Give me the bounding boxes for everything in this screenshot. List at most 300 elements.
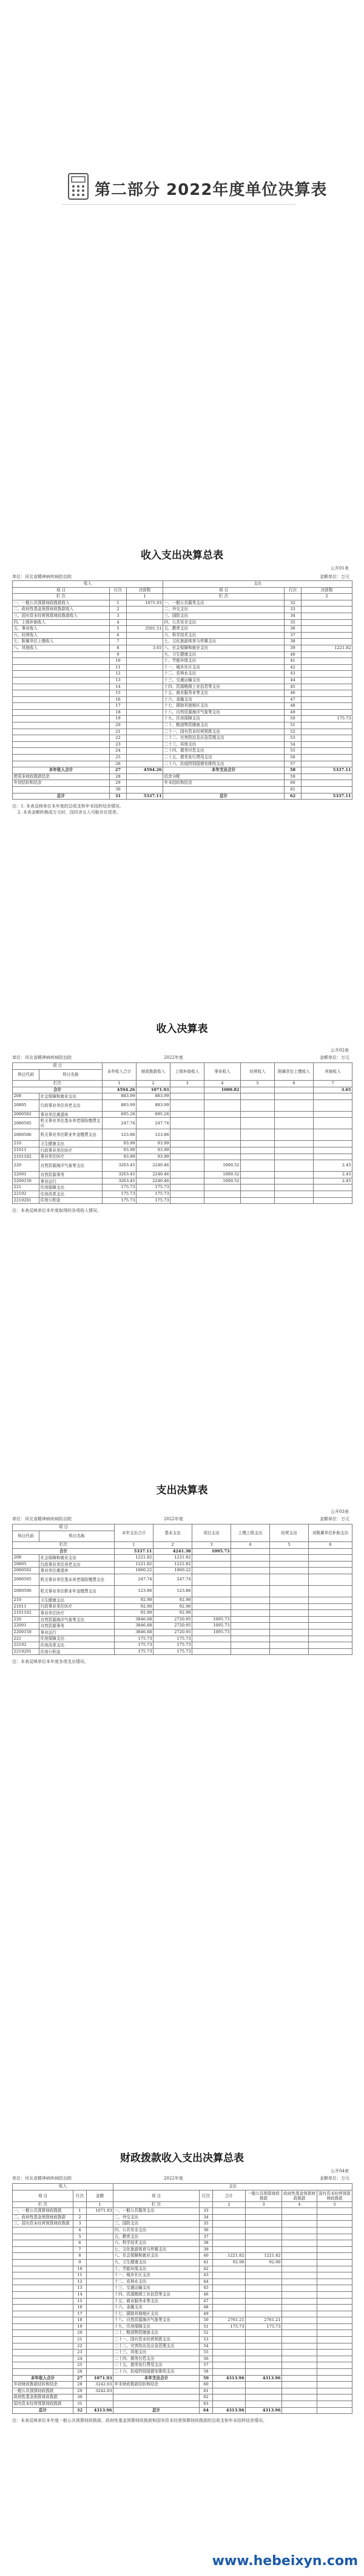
- table-cell: [282, 2240, 317, 2247]
- table-cell: 20805: [13, 1561, 39, 1568]
- table-cell: 33: [285, 607, 302, 613]
- form-code: 公开03表: [331, 1509, 349, 1514]
- table-cell: 21011: [13, 1603, 39, 1610]
- table-cell: 科目代码: [13, 1069, 39, 1080]
- table-cell: [87, 2240, 113, 2247]
- table-cell: [302, 651, 352, 658]
- table-cell: 32: [73, 2407, 87, 2414]
- table-row: [13, 2285, 352, 2292]
- table-cell: [127, 755, 163, 761]
- table-cell: [317, 2266, 352, 2272]
- table-cell: [204, 1093, 241, 1100]
- table-cell: [275, 1178, 314, 1184]
- table-cell: 175.73: [103, 1184, 136, 1191]
- table-cell: [213, 2369, 246, 2376]
- table-cell: 92.90: [115, 1603, 153, 1610]
- table-cell: 53: [285, 735, 302, 742]
- table-cell: 57: [200, 2362, 213, 2369]
- table-header-row: [13, 1542, 352, 1549]
- table-cell: [13, 2246, 73, 2253]
- table-cell: 1: [110, 600, 127, 607]
- table-cell: 1000.52: [204, 1160, 241, 1172]
- table-cell: 7: [73, 2246, 87, 2253]
- table-cell: [302, 709, 352, 716]
- table-cell: [192, 1636, 231, 1642]
- table-cell: 结余分配: [163, 773, 285, 780]
- table-cell: [282, 2394, 317, 2401]
- table-cell: [309, 1568, 352, 1574]
- report-title: 财政拨款收入支出决算总表: [120, 2152, 244, 2164]
- table-cell: 64: [200, 2407, 213, 2414]
- table-cell: 二十、粮油物资储备支出: [113, 2330, 200, 2337]
- table-cell: [13, 2305, 73, 2311]
- table-cell: [13, 671, 110, 678]
- table-row: [13, 677, 352, 684]
- table-cell: 5337.11: [302, 767, 352, 774]
- table-cell: 2720.95: [153, 1623, 192, 1630]
- table-cell: 二十六、抗疫特别国债安排的支出: [163, 761, 285, 767]
- table-cell: 42: [200, 2266, 213, 2272]
- table-cell: 八、其他收入: [13, 645, 110, 651]
- table-cell: 2.45: [314, 1172, 352, 1178]
- table-cell: 五、事业收入: [13, 626, 110, 633]
- table-cell: [282, 2337, 317, 2343]
- table-cell: [302, 619, 352, 626]
- table-cell: 4313.96: [87, 2407, 113, 2414]
- table-row: [13, 2266, 352, 2272]
- table-cell: [275, 1118, 314, 1129]
- table-cell: 行政事业单位医疗: [39, 1603, 115, 1610]
- table-cell: 5337.11: [115, 1548, 153, 1555]
- table-cell: 2210201: [13, 1648, 39, 1655]
- table-cell: 3242.03: [87, 2382, 113, 2388]
- table-cell: [246, 2246, 282, 2253]
- table-cell: 39: [285, 645, 302, 651]
- table-cell: [170, 1129, 204, 1141]
- table-cell: [275, 1154, 314, 1160]
- table-cell: [213, 2208, 246, 2215]
- table-cell: 92.90: [153, 1610, 192, 1617]
- table-row: [13, 2388, 352, 2394]
- table-cell: [127, 716, 163, 722]
- table-cell: [317, 2394, 352, 2401]
- table-cell: 二十五、债务发行费用支出: [113, 2362, 200, 2369]
- table-row: [13, 1141, 352, 1147]
- table-cell: [282, 2356, 317, 2362]
- table-cell: [231, 1616, 270, 1623]
- table-cell: [213, 2240, 246, 2247]
- table-cell: 3263.45: [103, 1160, 136, 1172]
- table-cell: 11: [110, 664, 127, 671]
- table-cell: 四、公共安全支出: [113, 2227, 200, 2234]
- table-cell: 三、国有资本经营预算财政拨款收入: [13, 613, 110, 619]
- table-cell: 6: [73, 2240, 87, 2247]
- table-cell: [231, 1574, 270, 1585]
- table-cell: 十三、交通运输支出: [163, 677, 285, 684]
- table-cell: [282, 2382, 317, 2388]
- table-cell: [170, 1093, 204, 1100]
- table-row: [13, 639, 352, 645]
- table-cell: [241, 1184, 275, 1191]
- table-cell: [13, 2285, 73, 2292]
- table-header-row: [13, 581, 352, 588]
- table-cell: [246, 2369, 282, 2376]
- table-cell: [309, 1616, 352, 1623]
- table-cell: [200, 2201, 213, 2208]
- table-cell: 24: [73, 2356, 87, 2362]
- table-cell: 1: [87, 2201, 113, 2208]
- table-cell: 2.45: [314, 1178, 352, 1184]
- table-cell: 60: [200, 2382, 213, 2388]
- table-cell: [13, 2337, 73, 2343]
- table-cell: [309, 1574, 352, 1585]
- table-cell: [246, 2350, 282, 2356]
- table-cell: 11: [73, 2272, 87, 2279]
- table-cell: 国有资本经营预算财政拨款: [13, 2401, 73, 2408]
- table-cell: [192, 1574, 231, 1585]
- table-cell: 收入: [13, 2184, 113, 2190]
- table-cell: [87, 2259, 113, 2266]
- table-row: [13, 1197, 352, 1204]
- table-cell: 3: [192, 1542, 231, 1549]
- table-total-row: [13, 1548, 352, 1555]
- calculator-icon: [68, 173, 89, 200]
- table-cell: 事业单位离退休: [39, 1568, 115, 1574]
- table-row: [13, 1610, 352, 1617]
- table-cell: [87, 2356, 113, 2362]
- section-title: 第二部分 2022年度单位决算表: [95, 181, 328, 199]
- table-cell: [192, 1648, 231, 1655]
- table-cell: [314, 1129, 352, 1141]
- table-cell: [87, 2317, 113, 2324]
- table-cell: 123.86: [153, 1585, 192, 1597]
- table-cell: [113, 2401, 200, 2408]
- table-cell: 十五、商业服务业等支出: [163, 690, 285, 697]
- money-unit: 金额单位：万元: [320, 1517, 349, 1521]
- table-cell: [170, 1184, 204, 1191]
- table-cell: [302, 684, 352, 690]
- table-cell: [231, 1597, 270, 1603]
- table-cell: 2080506: [13, 1585, 39, 1597]
- table-cell: [302, 671, 352, 678]
- table-cell: 二十二、灾害防治及应急管理支出: [113, 2343, 200, 2350]
- table-cell: 行政事业单位医疗: [39, 1147, 103, 1154]
- table-cell: 22001: [13, 1623, 39, 1630]
- table-cell: [241, 1178, 275, 1184]
- table-cell: 3846.68: [115, 1629, 153, 1636]
- table-cell: 61: [200, 2388, 213, 2394]
- table-cell: 十二、农林水支出: [163, 671, 285, 678]
- table-row: [13, 1172, 352, 1178]
- table-cell: 二十三、其他支出: [113, 2350, 200, 2356]
- table-cell: [302, 722, 352, 729]
- table-cell: [282, 2221, 317, 2228]
- table-cell: 2720.95: [153, 1616, 192, 1623]
- table-cell: [309, 1623, 352, 1630]
- table-cell: 31: [110, 793, 127, 800]
- table-cell: [282, 2298, 317, 2305]
- table-cell: [13, 2272, 73, 2279]
- table-cell: [87, 2323, 113, 2330]
- table-cell: [246, 2401, 282, 2408]
- table-cell: 四、公共安全支出: [163, 619, 285, 626]
- table-cell: 20: [73, 2330, 87, 2337]
- table-cell: 175.73: [153, 1636, 192, 1642]
- table-cell: 12: [110, 671, 127, 678]
- table-cell: 经营收入: [241, 1063, 275, 1081]
- table-cell: [241, 1118, 275, 1129]
- table-cell: 自然资源海洋气象等支出: [39, 1160, 103, 1172]
- table-cell: [317, 2305, 352, 2311]
- table-cell: 机关事业单位基本养老保险缴费支出: [39, 1574, 115, 1585]
- table-cell: [87, 2369, 113, 2376]
- table-cell: 695.26: [103, 1111, 136, 1118]
- table-cell: 13: [110, 677, 127, 684]
- table-cell: 住房改革支出: [39, 1642, 115, 1649]
- table-cell: 17: [73, 2311, 87, 2317]
- table-cell: 2761.21: [213, 2317, 246, 2324]
- table-cell: 2240.46: [136, 1172, 170, 1178]
- table-cell: [302, 761, 352, 767]
- table-cell: 行次: [285, 587, 302, 594]
- table-cell: [317, 2317, 352, 2324]
- table-cell: [192, 1568, 231, 1574]
- table-cell: [309, 1636, 352, 1642]
- table-header-row: [13, 2201, 352, 2208]
- table-cell: 50: [285, 716, 302, 722]
- table-cell: [192, 1561, 231, 1568]
- table-cell: [270, 1597, 309, 1603]
- table-cell: [282, 2401, 317, 2408]
- table-cell: 2: [110, 607, 127, 613]
- table-cell: 3: [170, 1081, 204, 1087]
- table-cell: [127, 741, 163, 748]
- table-cell: [241, 1087, 275, 1093]
- table-cell: 53: [200, 2337, 213, 2343]
- table-cell: 1: [115, 1542, 153, 1549]
- table-cell: 175.73: [153, 1648, 192, 1655]
- report-note: 注：1. 本表反映单位本年度的总收支和年末结转结余情况。 2. 本表金额转换成万元时，因四舍五入可能存在尾差。: [12, 804, 124, 815]
- table-cell: 项 目: [13, 587, 110, 594]
- table-cell: [314, 1118, 352, 1129]
- table-cell: 208: [13, 1093, 39, 1100]
- table-cell: 47: [285, 696, 302, 703]
- table-cell: [246, 2272, 282, 2279]
- table-cell: 附属单位上缴收入: [275, 1063, 314, 1081]
- table-cell: [246, 2298, 282, 2305]
- table-cell: 19: [73, 2323, 87, 2330]
- table-cell: [87, 2279, 113, 2285]
- table-cell: 22001: [13, 1172, 39, 1178]
- table-cell: 十九、住房保障支出: [113, 2323, 200, 2330]
- table-cell: [13, 2240, 73, 2247]
- table-row: [13, 1616, 352, 1623]
- table-cell: 6: [110, 632, 127, 639]
- table-cell: 十五、商业服务业等支出: [113, 2298, 200, 2305]
- table-row: [13, 1574, 352, 1585]
- table-cell: [282, 2246, 317, 2253]
- table-cell: [213, 2227, 246, 2234]
- table-cell: [241, 1129, 275, 1141]
- table-cell: 1221.82: [115, 1561, 153, 1568]
- table-cell: 62: [285, 793, 302, 800]
- table-cell: [127, 696, 163, 703]
- table-cell: 220: [13, 1160, 39, 1172]
- table-cell: [231, 1555, 270, 1562]
- table-cell: 4313.96: [246, 2375, 282, 2382]
- table-cell: 住房保障支出: [39, 1184, 103, 1191]
- table-cell: [246, 2279, 282, 2285]
- table-cell: [317, 2246, 352, 2253]
- table-cell: 二、政府性基金预算财政拨款: [13, 2214, 73, 2221]
- table-cell: [246, 2382, 282, 2388]
- table-cell: 十、节能环保支出: [163, 658, 285, 665]
- table-cell: 二十一、国有资本经营预算支出: [113, 2337, 200, 2343]
- table-cell: [314, 1197, 352, 1204]
- table-cell: 92.90: [115, 1610, 153, 1617]
- table-cell: 1060.22: [115, 1568, 153, 1574]
- table-header-row: [13, 2190, 352, 2201]
- table-cell: [204, 1129, 241, 1141]
- table-row: [13, 741, 352, 748]
- table-row: [13, 1568, 352, 1574]
- table-cell: 12: [73, 2279, 87, 2285]
- table-cell: 45: [285, 684, 302, 690]
- table-cell: 175.73: [136, 1191, 170, 1197]
- table-cell: 55: [200, 2350, 213, 2356]
- table-cell: 上缴上级支出: [231, 1524, 270, 1542]
- table-cell: [13, 2253, 73, 2260]
- table-cell: 2240.46: [136, 1178, 170, 1184]
- table-cell: [127, 729, 163, 735]
- table-cell: [270, 1574, 309, 1585]
- table-cell: [270, 1548, 309, 1555]
- table-cell: 十四、资源勘探工业信息等支出: [113, 2291, 200, 2298]
- table-cell: 2240.46: [136, 1160, 170, 1172]
- table-cell: [204, 1191, 241, 1197]
- table-cell: [127, 787, 163, 794]
- table-row: [13, 2317, 352, 2324]
- table-cell: 210: [13, 1141, 39, 1147]
- table-cell: 22: [73, 2343, 87, 2350]
- table-cell: [213, 2279, 246, 2285]
- table-cell: 经营支出: [270, 1524, 309, 1542]
- table-cell: [13, 2317, 73, 2324]
- table-cell: 1095.73: [192, 1629, 231, 1636]
- table-cell: 247.74: [136, 1118, 170, 1129]
- table-cell: 10: [110, 658, 127, 665]
- table-cell: 二十二、灾害防治及应急管理支出: [163, 735, 285, 742]
- table-row: [13, 2291, 352, 2298]
- table-cell: 十一、城乡社区支出: [113, 2272, 200, 2279]
- table-cell: [13, 709, 110, 716]
- table-cell: 22: [110, 735, 127, 742]
- table-cell: 行次: [73, 2190, 87, 2201]
- table-cell: [317, 2369, 352, 2376]
- table-cell: 1221.82: [213, 2253, 246, 2260]
- table-cell: 行政事业单位养老支出: [39, 1561, 115, 1568]
- table-cell: 21: [110, 729, 127, 735]
- table-cell: [163, 787, 285, 794]
- table-cell: [282, 2305, 317, 2311]
- table-cell: 九、卫生健康支出: [163, 651, 285, 658]
- table-cell: 175.73: [213, 2323, 246, 2330]
- table-cell: 3: [73, 2221, 87, 2228]
- table-cell: 十一、城乡社区支出: [163, 664, 285, 671]
- table-row: [13, 2305, 352, 2311]
- table-cell: [127, 761, 163, 767]
- table-cell: 18: [73, 2317, 87, 2324]
- table-cell: 对附属单位补助支出: [309, 1524, 352, 1542]
- table-cell: 1071.93: [136, 1087, 170, 1093]
- table-cell: 247.74: [153, 1574, 192, 1585]
- table-cell: 22102: [13, 1191, 39, 1197]
- table-cell: [309, 1603, 352, 1610]
- table-cell: 56: [200, 2356, 213, 2362]
- table-cell: 48: [285, 703, 302, 710]
- table-row: [13, 1129, 352, 1141]
- table-cell: [204, 1111, 241, 1118]
- table-cell: [246, 2305, 282, 2311]
- table-row: [13, 1099, 352, 1111]
- table-cell: [314, 1141, 352, 1147]
- report-note: 注：本表反映单位本年度各项支出情况。: [12, 1659, 89, 1664]
- table-cell: [231, 1568, 270, 1574]
- unit-label: 单位：河北省精神病疾病防治院: [12, 1055, 72, 1060]
- table-cell: 16: [73, 2305, 87, 2311]
- table-cell: 175.73: [115, 1636, 153, 1642]
- table-cell: 93.99: [103, 1147, 136, 1154]
- table-cell: 3263.45: [103, 1172, 136, 1178]
- section-header: [0, 0, 364, 316]
- table-cell: [13, 748, 110, 755]
- table-cell: 四、上级补助收入: [13, 619, 110, 626]
- table-cell: [309, 1597, 352, 1603]
- table-cell: 4241.38: [153, 1548, 192, 1555]
- table-cell: 175.73: [115, 1642, 153, 1649]
- table-cell: 21011: [13, 1147, 39, 1154]
- table-cell: 十八、自然资源海洋气象等支出: [113, 2317, 200, 2324]
- table-cell: [241, 1093, 275, 1100]
- report-expenditure: [0, 1481, 364, 1918]
- table-cell: 总计: [13, 2407, 73, 2414]
- table-cell: 十、节能环保支出: [113, 2266, 200, 2272]
- table-cell: [246, 2356, 282, 2362]
- table-cell: [246, 2330, 282, 2337]
- table-cell: 38: [200, 2240, 213, 2247]
- table-header-row: [13, 587, 352, 594]
- table-cell: [309, 1642, 352, 1649]
- table-cell: 2: [136, 1081, 170, 1087]
- table-cell: 年初财政拨款结转和结余: [13, 2382, 73, 2388]
- table-cell: 123.86: [136, 1129, 170, 1141]
- table-cell: 5: [317, 2201, 352, 2208]
- table-cell: [270, 1585, 309, 1597]
- table-cell: 本年收入合计: [13, 767, 110, 774]
- table-cell: [127, 748, 163, 755]
- table-cell: 十七、援助其他地区支出: [113, 2311, 200, 2317]
- table-cell: [87, 2253, 113, 2260]
- table-cell: 22102: [13, 1642, 39, 1649]
- table-row: [13, 2330, 352, 2337]
- table-cell: [285, 594, 302, 600]
- table-cell: 1221.82: [246, 2253, 282, 2260]
- table-cell: [170, 1118, 204, 1129]
- table-cell: [213, 2291, 246, 2298]
- table-cell: [13, 684, 110, 690]
- table-cell: 28: [73, 2382, 87, 2388]
- table-cell: 45: [200, 2285, 213, 2292]
